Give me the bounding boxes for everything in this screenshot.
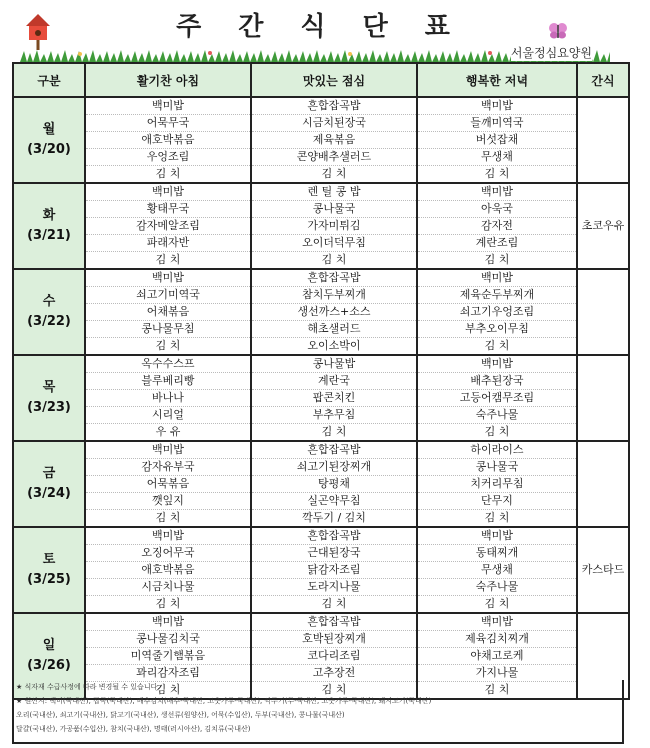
table-row [13,269,629,287]
dinner-item: 아욱국 [417,201,577,218]
table-row [13,441,629,459]
table-row [13,201,629,218]
dinner-item: 계란조림 [417,235,577,252]
lunch-item: 생선까스+소스 [251,304,417,321]
table-row [13,510,629,528]
dinner-item: 백미밥 [417,355,577,373]
lunch-item: 흔합잡곡밥 [251,441,417,459]
breakfast-item: 황태무국 [85,201,251,218]
dinner-item: 콩나물국 [417,459,577,476]
breakfast-item: 어묵볶음 [85,476,251,493]
lunch-item: 김 치 [251,424,417,442]
table-row [13,665,629,682]
lunch-item: 김 치 [251,596,417,614]
table-row [13,562,629,579]
breakfast-item: 블루베리빵 [85,373,251,390]
table-row [13,97,629,115]
table-row [13,390,629,407]
dinner-item: 부추오이무침 [417,321,577,338]
table-row [13,149,629,166]
lunch-item: 탕평채 [251,476,417,493]
lunch-item: 고추장전 [251,665,417,682]
dinner-item: 치커리무침 [417,476,577,493]
breakfast-item: 미역줄기햄볶음 [85,648,251,665]
snack-item [577,441,629,527]
dinner-item: 버섯잡채 [417,132,577,149]
dinner-item: 김 치 [417,682,577,700]
lunch-item: 시금치된장국 [251,115,417,132]
note-line: ★ 원산지: 백미(국내산), 잡곡(국내산), 배추김치(배추-국내산, 고춧가루-국내산), 깍두기(무-국내산, 고춧가루-국내산), 돼지고기(국내산) [16,697,432,705]
table-row [13,132,629,149]
day-cell [13,527,85,613]
lunch-item: 렌 틸 콩 밥 [251,183,417,201]
breakfast-item: 깻잎지 [85,493,251,510]
dinner-item: 하이라이스 [417,441,577,459]
day-date: (3/25) [27,572,71,587]
breakfast-item: 우 유 [85,424,251,442]
table-row [13,579,629,596]
lunch-item: 흔합잡곡밥 [251,269,417,287]
lunch-item: 코다리조림 [251,648,417,665]
page-header [0,0,650,62]
dinner-item: 숙주나물 [417,579,577,596]
breakfast-item: 시리얼 [85,407,251,424]
lunch-item: 콘양배추샐러드 [251,149,417,166]
table-row [13,493,629,510]
lunch-item: 팝콘치킨 [251,390,417,407]
lunch-item: 김 치 [251,252,417,270]
table-row [13,373,629,390]
day-name: 토 [42,552,56,567]
breakfast-item: 백미밥 [85,183,251,201]
table-row [13,424,629,442]
day-cell [13,441,85,527]
table-row [13,596,629,614]
table-row [13,613,629,631]
breakfast-item: 어묵무국 [85,115,251,132]
dinner-item: 야채고로케 [417,648,577,665]
day-date: (3/21) [27,228,71,243]
breakfast-item: 감자유부국 [85,459,251,476]
table-row [13,252,629,270]
dinner-item: 배추된장국 [417,373,577,390]
breakfast-item: 꽈리감자조림 [85,665,251,682]
day-name: 화 [42,208,56,223]
dinner-item: 김 치 [417,596,577,614]
snack-item [577,97,629,183]
table-header-row [13,63,629,97]
dinner-item: 백미밥 [417,97,577,115]
table-row [13,476,629,493]
breakfast-item: 옥수수스프 [85,355,251,373]
dinner-item: 쇠고기우엉조림 [417,304,577,321]
day-date: (3/22) [27,314,71,329]
day-date: (3/23) [27,400,71,415]
dinner-item: 김 치 [417,166,577,184]
day-cell [13,97,85,183]
birdhouse-icon [26,14,50,50]
dinner-item: 동태찌개 [417,545,577,562]
dinner-item: 가지나물 [417,665,577,682]
header-dinner: 행복한 저녁 [417,63,577,97]
table-row [13,648,629,665]
lunch-item: 흔합잡곡밥 [251,613,417,631]
dinner-item: 무생채 [417,149,577,166]
header-category: 구분 [13,63,85,97]
table-row [13,338,629,356]
lunch-item: 오이더덕무침 [251,235,417,252]
snack-item: 초코우유 [577,183,629,269]
notes-section [12,680,624,744]
breakfast-item: 어채볶음 [85,304,251,321]
snack-item [577,269,629,355]
dinner-item: 제육순두부찌개 [417,287,577,304]
lunch-item: 흔합잡곡밥 [251,527,417,545]
table-row [13,235,629,252]
breakfast-item: 우엉조림 [85,149,251,166]
breakfast-item: 김 치 [85,510,251,528]
day-cell [13,183,85,269]
note-line: 달걀(국내산), 가공품(수입산), 참치(국내산), 명태(러시아산), 김치류(국내산) [16,725,251,733]
lunch-item: 참치두부찌개 [251,287,417,304]
breakfast-item: 백미밥 [85,269,251,287]
day-date: (3/24) [27,486,71,501]
day-name: 월 [42,122,56,137]
dinner-item: 김 치 [417,338,577,356]
table-row [13,407,629,424]
lunch-item: 도라지나물 [251,579,417,596]
note-line: ★ 식자재 수급사정에 따라 변경될 수 있습니다. [16,683,160,691]
butterfly-icon [548,22,568,40]
breakfast-item: 쇠고기미역국 [85,287,251,304]
lunch-item: 근대된장국 [251,545,417,562]
note-line: 오리(국내산), 쇠고기(국내산), 닭고기(국내산), 생선류(원양산), 어묵(수입산), 두부(국내산), 콩나물(국내산) [16,711,345,719]
day-date: (3/20) [27,142,71,157]
table-row [13,355,629,373]
breakfast-item: 백미밥 [85,97,251,115]
day-cell [13,269,85,355]
dinner-item: 숙주나물 [417,407,577,424]
breakfast-item: 김 치 [85,252,251,270]
breakfast-item: 콩나물김치국 [85,631,251,648]
lunch-item: 가자미튀김 [251,218,417,235]
breakfast-item: 감자메알조림 [85,218,251,235]
snack-item: 카스타드 [577,527,629,613]
table-row [13,459,629,476]
breakfast-item: 김 치 [85,338,251,356]
day-name: 일 [42,638,56,653]
day-name: 수 [42,294,56,309]
dinner-item: 백미밥 [417,613,577,631]
table-row [13,631,629,648]
dinner-item: 김 치 [417,424,577,442]
dinner-item: 감자전 [417,218,577,235]
dinner-item: 고등어캠무조림 [417,390,577,407]
weekly-menu-table [12,62,630,700]
table-row [13,166,629,184]
breakfast-item: 애호박볶음 [85,132,251,149]
table-row [13,321,629,338]
lunch-item: 호박된장찌개 [251,631,417,648]
table-row [13,218,629,235]
table-row [13,287,629,304]
day-name: 금 [42,466,56,481]
dinner-item: 백미밥 [417,527,577,545]
breakfast-item: 바나나 [85,390,251,407]
breakfast-item: 콩나물무침 [85,321,251,338]
breakfast-item: 김 치 [85,166,251,184]
day-date: (3/26) [27,658,71,673]
breakfast-item: 백미밥 [85,613,251,631]
lunch-item: 흔합잡곡밥 [251,97,417,115]
lunch-item: 김 치 [251,682,417,700]
lunch-item: 부추무침 [251,407,417,424]
snack-item [577,355,629,441]
breakfast-item: 파래자반 [85,235,251,252]
lunch-item: 실곤약무침 [251,493,417,510]
dinner-item: 김 치 [417,252,577,270]
table-row [13,115,629,132]
breakfast-item: 백미밥 [85,527,251,545]
lunch-item: 닭감자조림 [251,562,417,579]
lunch-item: 깍두기 / 김치 [251,510,417,528]
lunch-item: 제육볶음 [251,132,417,149]
breakfast-item: 백미밥 [85,441,251,459]
breakfast-item: 시금치나물 [85,579,251,596]
dinner-item: 제육김치찌개 [417,631,577,648]
day-cell [13,355,85,441]
lunch-item: 콩나물밥 [251,355,417,373]
organization-name: 서울정심요양원 [510,46,592,60]
header-snack: 간식 [577,63,629,97]
table-row [13,304,629,321]
breakfast-item: 애호박볶음 [85,562,251,579]
header-breakfast: 활기찬 아침 [85,63,251,97]
header-lunch: 맛있는 점심 [251,63,417,97]
table-row [13,183,629,201]
lunch-item: 콩나물국 [251,201,417,218]
dinner-item: 백미밥 [417,269,577,287]
page-title: 주 간 식 단 표 [176,12,464,42]
breakfast-item: 김 치 [85,596,251,614]
dinner-item: 무생채 [417,562,577,579]
breakfast-item: 김 치 [85,682,251,700]
dinner-item: 단무지 [417,493,577,510]
dinner-item: 들깨미역국 [417,115,577,132]
breakfast-item: 오징어무국 [85,545,251,562]
lunch-item: 오이소박이 [251,338,417,356]
lunch-item: 김 치 [251,166,417,184]
lunch-item: 쇠고기된장찌개 [251,459,417,476]
dinner-item: 백미밥 [417,183,577,201]
dinner-item: 김 치 [417,510,577,528]
table-row [13,527,629,545]
lunch-item: 계란국 [251,373,417,390]
lunch-item: 해초샐러드 [251,321,417,338]
day-name: 목 [42,380,56,395]
table-row [13,545,629,562]
